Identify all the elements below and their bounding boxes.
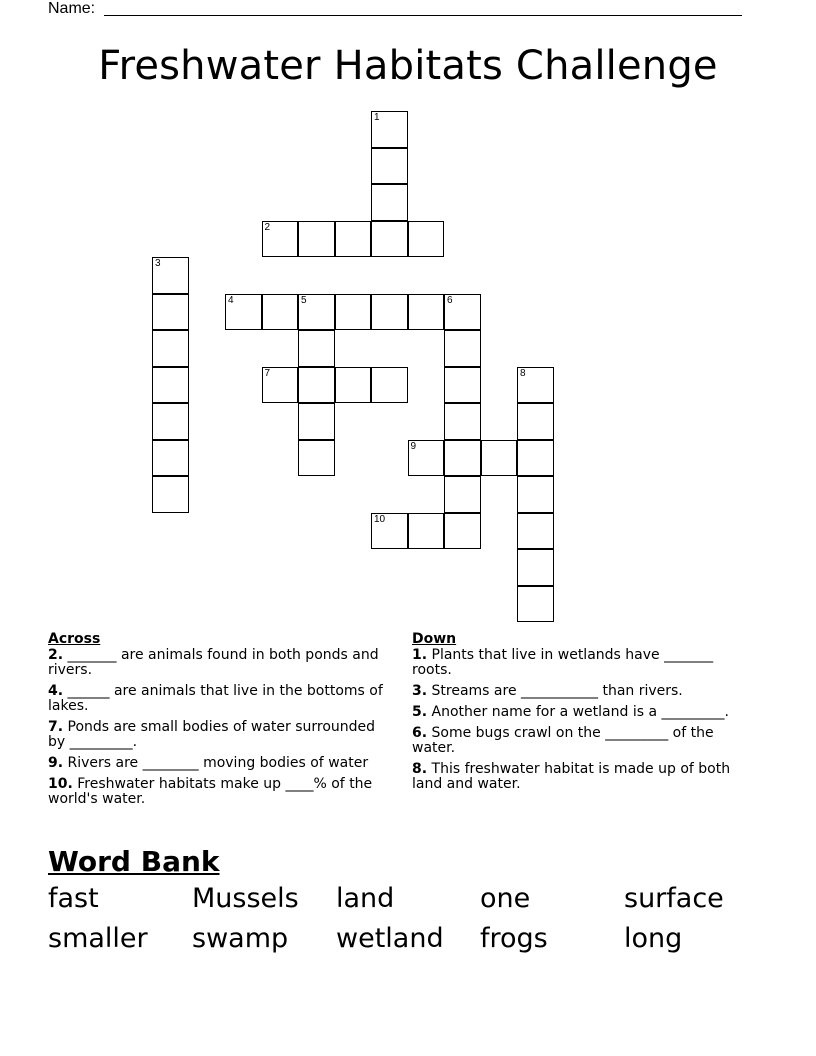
crossword-cell[interactable]	[371, 111, 408, 148]
clue-text: Freshwater habitats make up ____% of the world's water.	[48, 776, 373, 807]
clue-number-label: 5	[301, 294, 307, 306]
word-bank-word: one	[480, 883, 531, 914]
down-heading: Down	[412, 631, 457, 647]
clue-number: 2.	[48, 647, 64, 663]
word-bank-word: fast	[48, 883, 99, 914]
clue-number: 5.	[412, 704, 428, 720]
clue-number-label: 7	[264, 367, 271, 379]
crossword-cell[interactable]	[371, 367, 408, 404]
clue-number: 9.	[48, 755, 64, 771]
crossword-cell[interactable]	[444, 513, 481, 550]
down-clue	[412, 705, 752, 720]
clue-number: 4.	[48, 683, 64, 699]
crossword-cell[interactable]	[152, 440, 189, 477]
crossword-cell[interactable]	[152, 257, 189, 294]
crossword-cell[interactable]	[152, 476, 189, 513]
crossword-cell[interactable]	[444, 294, 481, 331]
crossword-cell[interactable]	[444, 367, 481, 404]
clue-number-label: 3	[155, 258, 161, 269]
crossword-cell[interactable]	[298, 294, 335, 331]
clue-number: 10.	[48, 776, 73, 792]
down-clue	[412, 684, 752, 699]
crossword-cell[interactable]	[444, 476, 481, 513]
word-bank-word: surface	[624, 883, 724, 914]
crossword-cell[interactable]	[517, 440, 554, 477]
crossword-cell[interactable]	[262, 294, 299, 331]
down-clues	[412, 630, 752, 798]
across-clue	[48, 756, 393, 771]
clue-number: 3.	[412, 683, 428, 699]
word-bank-word: land	[336, 883, 395, 914]
clue-number-label: 4	[228, 294, 234, 306]
clue-text: Plants that live in wetlands have _______ roots.	[412, 647, 714, 678]
word-bank-word: wetland	[336, 923, 444, 954]
across-clues	[48, 630, 393, 813]
crossword-cell[interactable]	[152, 294, 189, 331]
across-clue	[48, 684, 393, 714]
clue-text: Rivers are ________ moving bodies of water	[63, 755, 369, 771]
crossword-cell[interactable]	[298, 367, 335, 404]
crossword-cell[interactable]	[444, 440, 481, 477]
across-clue	[48, 648, 393, 678]
crossword-cell[interactable]	[371, 513, 408, 550]
crossword-cell[interactable]	[408, 294, 445, 331]
clue-number-label: 8	[520, 367, 526, 379]
crossword-cell[interactable]	[152, 330, 189, 367]
word-bank-word: frogs	[480, 923, 548, 954]
crossword-cell[interactable]	[152, 367, 189, 404]
clue-text: Streams are ___________ than rivers.	[427, 683, 683, 699]
clue-text: Ponds are small bodies of water surrounded by _________.	[48, 719, 376, 750]
clue-number-label: 6	[447, 294, 453, 306]
crossword-cell[interactable]	[262, 367, 299, 404]
crossword-cell[interactable]	[517, 403, 554, 440]
crossword-cell[interactable]	[262, 221, 299, 258]
crossword-cell[interactable]	[335, 294, 372, 331]
crossword-cell[interactable]	[225, 294, 262, 331]
crossword-cell[interactable]	[444, 403, 481, 440]
crossword-cell[interactable]	[517, 476, 554, 513]
clue-text: Some bugs crawl on the _________ of the water.	[412, 725, 714, 756]
clue-number-label: 10	[374, 513, 386, 525]
crossword-cell[interactable]	[517, 586, 554, 623]
crossword-cell[interactable]	[298, 221, 335, 258]
across-clue	[48, 720, 393, 750]
crossword-cell[interactable]	[517, 549, 554, 586]
crossword-cell[interactable]	[408, 513, 445, 550]
crossword-cell[interactable]	[335, 367, 372, 404]
clue-text: This freshwater habitat is made up of both land and water.	[412, 761, 731, 792]
clue-number-label: 9	[410, 440, 417, 452]
clue-text: Another name for a wetland is a _________.	[427, 704, 729, 720]
across-clue	[48, 777, 393, 807]
word-bank-word: long	[624, 923, 683, 954]
word-bank-word: smaller	[48, 923, 148, 954]
crossword-cell[interactable]	[371, 221, 408, 258]
page-title: Freshwater Habitats Challenge	[98, 43, 718, 89]
word-bank-word: swamp	[192, 923, 289, 954]
crossword-cell[interactable]	[371, 148, 408, 185]
clue-text: ______ are animals that live in the bottoms of lakes.	[48, 683, 383, 714]
clue-number-label: 2	[264, 221, 271, 233]
down-clue	[412, 648, 752, 678]
crossword-cell[interactable]	[408, 440, 445, 477]
crossword-cell[interactable]	[444, 330, 481, 367]
crossword-cell[interactable]	[298, 330, 335, 367]
clue-number: 1.	[412, 647, 428, 663]
crossword-cell[interactable]	[371, 184, 408, 221]
down-clue	[412, 726, 752, 756]
across-heading: Across	[48, 631, 101, 647]
crossword-cell[interactable]	[481, 440, 518, 477]
word-bank-word: Mussels	[192, 883, 299, 914]
crossword-cell[interactable]	[335, 221, 372, 258]
clue-number: 7.	[48, 719, 64, 735]
crossword-cell[interactable]	[408, 221, 445, 258]
crossword-cell[interactable]	[371, 294, 408, 331]
clue-text: _______ are animals found in both ponds and rivers.	[48, 647, 379, 678]
word-bank	[48, 880, 768, 958]
crossword-cell[interactable]	[298, 440, 335, 477]
crossword-cell[interactable]	[517, 513, 554, 550]
down-clue	[412, 762, 752, 792]
clue-number: 6.	[412, 725, 428, 741]
clue-number-label: 1	[374, 112, 380, 123]
name-label: Name:	[48, 0, 96, 17]
clue-number: 8.	[412, 761, 428, 777]
crossword-cell[interactable]	[298, 403, 335, 440]
crossword-cell[interactable]	[152, 403, 189, 440]
word-bank-title: Word Bank	[48, 845, 220, 878]
crossword-cell[interactable]	[517, 367, 554, 404]
